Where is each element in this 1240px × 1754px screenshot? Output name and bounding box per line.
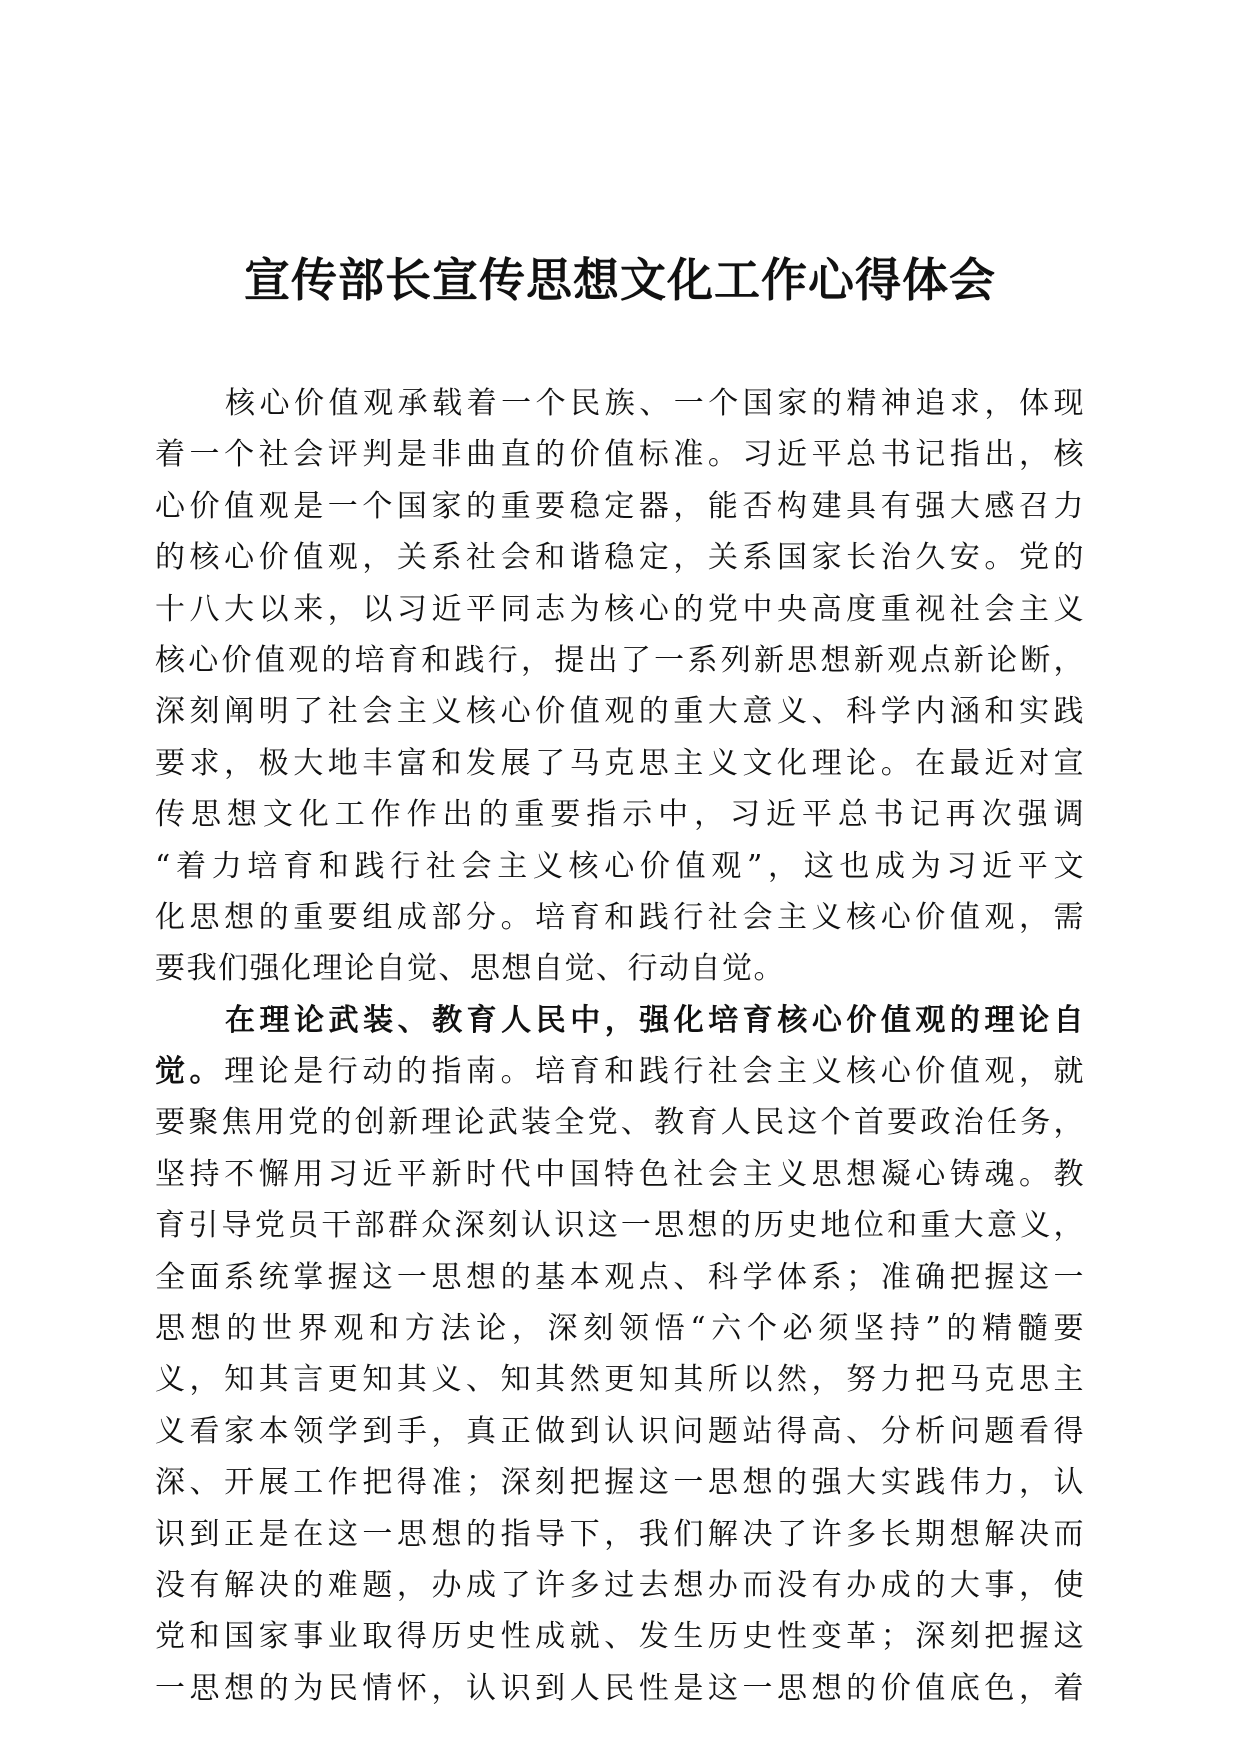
text-line: 化思想的重要组成部分。培育和践行社会主义核心价值观，需 <box>155 899 1085 935</box>
text-line <box>155 1046 1085 1097</box>
text-line: 没有解决的难题，办成了许多过去想办而没有办成的大事，使 <box>155 1567 1085 1603</box>
text-line: 要我们强化理论自觉、思想自觉、行动自觉。 <box>155 951 785 987</box>
section-heading: 在理论武装、教育人民中，强化培育核心价值观的理论自 <box>225 1002 1085 1038</box>
text-line: “着力培育和践行社会主义核心价值观”，这也成为习近平文 <box>155 848 1085 884</box>
text-line: 核心价值观承载着一个民族、一个国家的精神追求，体现 <box>225 386 1085 421</box>
text-line: 的核心价值观，关系社会和谐稳定，关系国家长治久安。党的 <box>155 540 1085 576</box>
text-line: 着一个社会评判是非曲直的价值标准。习近平总书记指出，核 <box>155 437 1085 473</box>
text-line: 要求，极大地丰富和发展了马克思主义文化理论。在最近对宣 <box>155 745 1085 781</box>
document-title: 宣传部长宣传思想文化工作心得体会 <box>244 253 996 307</box>
text-line: 识到正是在这一思想的指导下，我们解决了许多长期想解决而 <box>155 1516 1085 1552</box>
text-line: 要聚焦用党的创新理论武装全党、教育人民这个首要政治任务， <box>155 1105 1085 1141</box>
text-line: 深、开展工作把得准；深刻把握这一思想的强大实践伟力，认 <box>155 1465 1085 1501</box>
text-line: 义看家本领学到手，真正做到认识问题站得高、分析问题看得 <box>155 1413 1085 1449</box>
section-heading-end: 觉。 <box>155 1054 225 1090</box>
text-line: 一思想的为民情怀，认识到人民性是这一思想的价值底色，着 <box>155 1670 1085 1706</box>
text-line: 核心价值观的培育和践行，提出了一系列新思想新观点新论断， <box>155 642 1085 678</box>
text-line: 坚持不懈用习近平新时代中国特色社会主义思想凝心铸魂。教 <box>155 1156 1085 1192</box>
text-line: 党和国家事业取得历史性成就、发生历史性变革；深刻把握这 <box>155 1619 1085 1655</box>
text-line: 心价值观是一个国家的重要稳定器，能否构建具有强大感召力 <box>155 488 1085 524</box>
paragraph-2 <box>155 995 1085 1714</box>
text-line: 育引导党员干部群众深刻认识这一思想的历史地位和重大意义， <box>155 1208 1085 1244</box>
text-line: 思想的世界观和方法论，深刻领悟“六个必须坚持”的精髓要 <box>155 1311 1085 1347</box>
text-line: 深刻阐明了社会主义核心价值观的重大意义、科学内涵和实践 <box>155 694 1085 730</box>
text-line: 传思想文化工作作出的重要指示中，习近平总书记再次强调 <box>155 797 1085 833</box>
text-line: 义，知其言更知其义、知其然更知其所以然，努力把马克思主 <box>155 1362 1085 1398</box>
paragraph-1 <box>155 378 1085 995</box>
document-body <box>155 378 1085 1714</box>
text-line: 全面系统掌握这一思想的基本观点、科学体系；准确把握这一 <box>155 1259 1085 1295</box>
text-line: 十八大以来，以习近平同志为核心的党中央高度重视社会主义 <box>155 591 1085 627</box>
text-line-rest: 理论是行动的指南。培育和践行社会主义核心价值观，就 <box>224 1054 1086 1090</box>
